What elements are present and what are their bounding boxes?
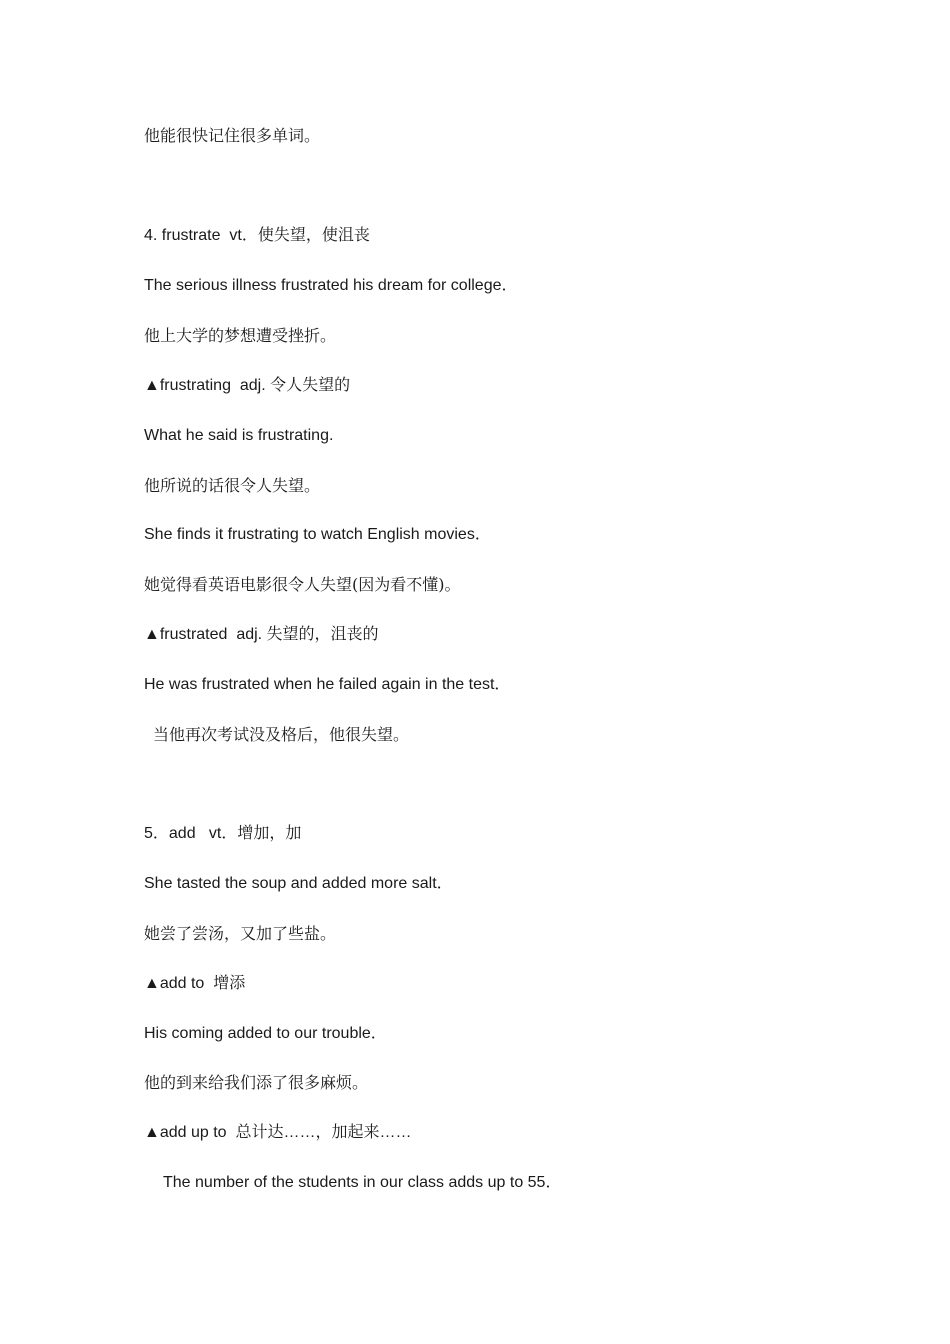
example-sentence: What he said is frustrating. <box>144 427 334 444</box>
chinese-translation-line: 她觉得看英语电影很令人失望(因为看不懂)。 <box>144 575 461 594</box>
example-sentence: She finds it frustrating to watch English movies． <box>144 526 491 543</box>
example-sentence: He was frustrated when he failed again in the test． <box>144 676 511 693</box>
vocab-subentry-add-to: ▲add to 增添 <box>144 975 246 992</box>
example-sentence: She tasted the soup and added more salt． <box>144 875 453 892</box>
vocab-entry-add: 5．add vt．增加，加 <box>144 825 302 842</box>
vocab-subentry-add-up-to: ▲add up to 总计达……，加起来…… <box>144 1124 412 1141</box>
chinese-translation-line: 他所说的话很令人失望。 <box>144 476 321 495</box>
chinese-translation-line: 当他再次考试没及格后，他很失望。 <box>153 725 410 744</box>
example-sentence: The serious illness frustrated his dream for college． <box>144 277 518 294</box>
chinese-translation-line: 她尝了尝汤，又加了些盐。 <box>144 924 337 943</box>
chinese-translation-line: 他能很快记住很多单词。 <box>144 126 321 145</box>
example-sentence: His coming added to our trouble． <box>144 1025 387 1042</box>
example-sentence: The number of the students in our class adds up to 55． <box>163 1174 562 1191</box>
vocab-subentry-frustrated: ▲frustrated adj. 失望的，沮丧的 <box>144 626 379 643</box>
chinese-translation-line: 他上大学的梦想遭受挫折。 <box>144 326 337 345</box>
vocab-subentry-frustrating: ▲frustrating adj. 令人失望的 <box>144 377 351 394</box>
chinese-translation-line: 他的到来给我们添了很多麻烦。 <box>144 1073 369 1092</box>
vocab-entry-frustrate: 4. frustrate vt．使失望，使沮丧 <box>144 227 370 244</box>
